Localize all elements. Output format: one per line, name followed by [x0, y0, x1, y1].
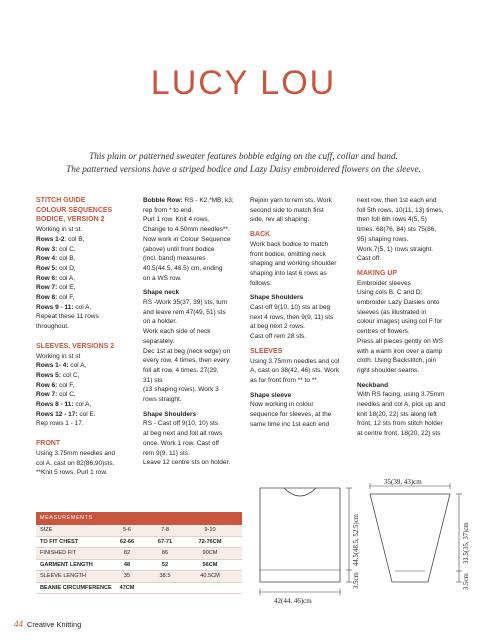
text-line: at beg next and foll alt rows — [143, 430, 223, 438]
row-instruction: Rows 8 - 11: col A, — [36, 401, 92, 409]
text-line: sleeves (as illustrated in — [357, 308, 427, 316]
text-line: shaping and working shoulder — [250, 260, 337, 268]
measurement-cell: BEANIE CIRCUMFERENCE — [40, 584, 112, 591]
text-line: Repeat these 11 rows — [36, 313, 99, 321]
sleeve-band-label: 3.5cm — [463, 573, 470, 590]
sleeve-width-label: 35(39, 43)cm — [384, 478, 422, 486]
text-line: rep from * to end. — [143, 206, 194, 214]
text-line: (13 shaping rows). Work 3 — [143, 386, 219, 394]
text-line: Work back bodice to match — [250, 240, 329, 248]
row-instruction: Rows 12 - 17: col E. — [36, 410, 96, 418]
text-line: col A, cast on 82(86,90)sts. — [36, 459, 115, 467]
text-line: Cast off. — [357, 255, 382, 263]
text-line: Cast off rem 28 sts. — [250, 333, 307, 341]
heading-front: FRONT — [36, 440, 61, 448]
heading-shape-shoulders: Shape Shoulders — [143, 410, 197, 418]
heading-bodice-version: BODICE, VERSION 2 — [36, 216, 105, 224]
bobble-row: Bobble Row: RS - K2,*MB, k3; — [143, 197, 234, 204]
measurements-header: MEASUREMENTS — [36, 512, 242, 525]
heading-sleeves-versions: SLEEVES, VERSIONS 2 — [36, 342, 115, 350]
measurement-cell: 62-66 — [119, 538, 135, 545]
row-instruction: Row 3: col C, — [36, 245, 76, 253]
text-line: RS -Work 35(37, 39) sts, turn — [143, 299, 228, 307]
measurement-row — [36, 537, 242, 549]
body-outline — [260, 488, 340, 582]
measurement-row — [36, 548, 242, 560]
measurement-cell: TO FIT CHEST — [40, 538, 79, 545]
heading-colour-sequences: COLOUR SEQUENCES — [36, 206, 113, 214]
text-line: right shoulder seams. — [357, 366, 420, 374]
neckline — [284, 488, 316, 496]
text-line: 40.5(44.5, 48.5) cm, ending — [143, 264, 223, 272]
column-3 — [250, 196, 350, 429]
row-instruction: Rows 5: col C, — [36, 371, 80, 379]
measurement-cell: SLEEVE LENGTH — [40, 573, 87, 579]
text-line: Dec 1st at beg (neck edge) on — [143, 347, 231, 355]
text-line: at beg next 2 rows. — [250, 323, 305, 331]
text-line: (incl. band) measures — [143, 255, 206, 263]
measurement-cell: 48 — [123, 561, 131, 568]
magazine-title: Creative Knitting — [27, 620, 82, 629]
intro-line: The patterned versions have a striped bodice and Lazy Daisy embroidered flowers on the sleeve. — [66, 164, 421, 174]
measurement-row — [36, 571, 242, 583]
body-length-label: 44.5(48.5, 52.5)cm — [353, 514, 360, 566]
row-instruction: Row 7: col C, — [36, 391, 76, 399]
text-line: Embroider sleeves — [357, 279, 411, 287]
body-band-label: 3.5cm — [353, 572, 360, 589]
text-line: rows straight. — [143, 396, 182, 404]
text-line: separately. — [143, 337, 175, 345]
heading-shape-sleeve: Shape sleeve — [250, 391, 292, 399]
text-line: sequence for sleeves, at the — [250, 411, 332, 419]
heading-shape-neck: Shape neck — [143, 289, 180, 297]
text-line: knit 18(20, 22) sts along left — [357, 410, 437, 418]
measurement-row — [36, 525, 242, 537]
text-line: times. 68(76, 84) sts 75(86, — [357, 226, 437, 234]
text-line: side, rev all shaping. — [250, 216, 310, 224]
text-line: second side to match first — [250, 206, 324, 214]
text-line: on a WS row. — [143, 274, 182, 282]
sleeve-outline — [370, 494, 450, 582]
heading-sleeves: SLEEVES — [250, 347, 283, 355]
measurement-cell: 90CM — [202, 550, 218, 556]
text-line: throughout. — [36, 323, 69, 331]
measurement-cell: 9-10 — [204, 527, 216, 533]
row-instruction: Row 7: col E, — [36, 284, 76, 292]
page-footer — [14, 619, 81, 629]
text-line: front bodice, omitting neck — [250, 250, 326, 258]
schematic-diagram — [246, 476, 486, 640]
measurement-cell: GARMENT LENGTH — [40, 561, 93, 568]
text-line: follows: — [250, 279, 272, 287]
text-line: at centre front, 18(20, 22) sts — [357, 430, 441, 438]
text-line: with a warm iron over a damp — [357, 347, 443, 355]
measurement-row — [36, 560, 242, 572]
measurement-cell: 67-71 — [157, 538, 173, 545]
text-line: then foll 6th rows 4(5, 5) — [357, 216, 427, 224]
measurement-cell: SIZE — [40, 527, 53, 533]
text-line: Using cols B, C and D; — [357, 289, 423, 297]
heading-back: BACK — [250, 231, 271, 239]
text-line: shaping into last 6 rows as — [250, 269, 327, 277]
measurement-cell: 7-8 — [160, 527, 170, 533]
text-line: same time inc 1st each end — [250, 420, 330, 428]
text-line: cloth. Using Backstitch, join — [357, 357, 437, 365]
text-line: Purl 1 row. Knit 4 rows. — [143, 216, 210, 224]
page-title: LUCY LOU — [150, 64, 337, 102]
text-line: Working in st st. — [36, 226, 83, 234]
heading-shape-shoulders: Shape Shoulders — [250, 294, 304, 302]
measurement-cell: 82 — [123, 550, 131, 556]
measurement-cell: FINISHED FIT — [40, 550, 77, 556]
text-line: Rejoin yarn to rem sts. Work — [250, 197, 332, 204]
heading-making-up: MAKING UP — [357, 269, 398, 277]
row-instruction: Row 6: col A, — [36, 274, 76, 282]
column-2 — [143, 196, 243, 468]
text-line: Cast off 9(10, 10) sts at beg — [250, 304, 331, 312]
text-line: once. Work 1 row. Cast off — [143, 439, 219, 447]
text-line: (above) until front bodice — [143, 245, 215, 253]
row-instruction: Row 8: col F, — [36, 294, 75, 302]
text-line: **Knit 5 rows. Purl 1 row. — [36, 469, 108, 477]
intro-text — [30, 150, 457, 176]
text-line: needles and col A, pick up and — [357, 401, 446, 409]
text-line: rem 9(9, 11) sts. — [143, 449, 190, 457]
text-line: and leave rem 47(49, 51) sts — [143, 308, 226, 316]
row-instruction: Rows 9 - 11: col A. — [36, 303, 92, 311]
measurement-cell: 86 — [161, 550, 169, 556]
text-line: RS - Cast off 9(10, 10) sts — [143, 420, 219, 428]
row-instruction: Row 4: col B, — [36, 255, 76, 263]
text-line: Working in st st — [36, 352, 81, 360]
text-line: 31) sts — [143, 376, 163, 384]
heading-neckband: Neckband — [357, 381, 389, 389]
text-line: A, cast on 38(42, 46) sts. Work — [250, 367, 340, 375]
measurement-cell — [184, 583, 236, 594]
measurement-cell: 35 — [123, 573, 131, 579]
measurement-cell — [146, 583, 184, 594]
text-line: on a holder. — [143, 318, 177, 326]
row-instruction: Row 5: col D, — [36, 264, 76, 272]
measurement-cell: 47CM — [119, 584, 135, 591]
page-number: 44 — [14, 619, 23, 629]
intro-line: This plain or patterned sweater features bobble edging on the cuff, collar and band. — [89, 151, 398, 161]
column-4 — [357, 196, 457, 439]
text-line: Using 3.75mm needles and col — [250, 357, 340, 365]
text-line: With RS facing, using 3.75mm — [357, 391, 445, 399]
row-instruction: Rows 1-2: col B, — [36, 235, 85, 243]
text-line: 95) shaping rows. — [357, 235, 409, 243]
text-line: centres of flowers. — [357, 328, 410, 336]
text-line: next 4 rows, then 9(9, 11) sts — [250, 313, 334, 321]
measurement-cell: 56CM — [202, 561, 218, 568]
measurement-cell: 5-6 — [122, 527, 132, 533]
text-line: Change to 4.50mm needles**. — [143, 226, 230, 234]
text-line: as for front from ** to **. — [250, 376, 319, 384]
text-line: Work each side of neck — [143, 328, 211, 336]
heading-stitch-guide: STITCH GUIDE — [36, 197, 86, 204]
text-line: Using 3.75mm needles and — [36, 449, 116, 457]
text-line: next row, then 1st each end — [357, 197, 437, 204]
text-line: foll 5th rows, 10(11, 13) times, — [357, 206, 444, 214]
measurement-cell: 40.5CM — [200, 573, 220, 579]
text-line: Work 7(5, 1) rows straight. — [357, 245, 434, 253]
measurement-cell: 38.5 — [159, 573, 171, 579]
body-width-label: 42(44, 46)cm — [274, 597, 312, 605]
row-instruction: Rows 1- 4: col A, — [36, 362, 87, 370]
text-line: Leave 12 centre sts on holder. — [143, 459, 231, 467]
text-line: foll alt row, 4 times. 27(29, — [143, 366, 219, 374]
text-line: Now work in Colour Sequence — [143, 235, 231, 243]
text-line: colour images) using col F for — [357, 318, 443, 326]
text-line: Now working in colour — [250, 401, 314, 409]
text-line: Press all pieces gently on WS — [357, 337, 443, 345]
measurements-table — [36, 512, 242, 594]
row-instruction: Row 6: col F, — [36, 381, 75, 389]
sleeve-length-label: 31.5(35, 37)cm — [463, 522, 470, 564]
column-1 — [36, 196, 136, 478]
text-line: every row, 4 times, then every — [143, 357, 230, 365]
text-line: Rep rows 1 - 17. — [36, 420, 84, 428]
text-line: embroider Lazy Daisies onto — [357, 299, 440, 307]
text-line: front, 12 sts from stitch holder — [357, 420, 443, 428]
measurement-cell: 72-76CM — [198, 538, 222, 545]
measurement-cell: 52 — [161, 561, 169, 568]
measurement-row — [36, 583, 242, 595]
